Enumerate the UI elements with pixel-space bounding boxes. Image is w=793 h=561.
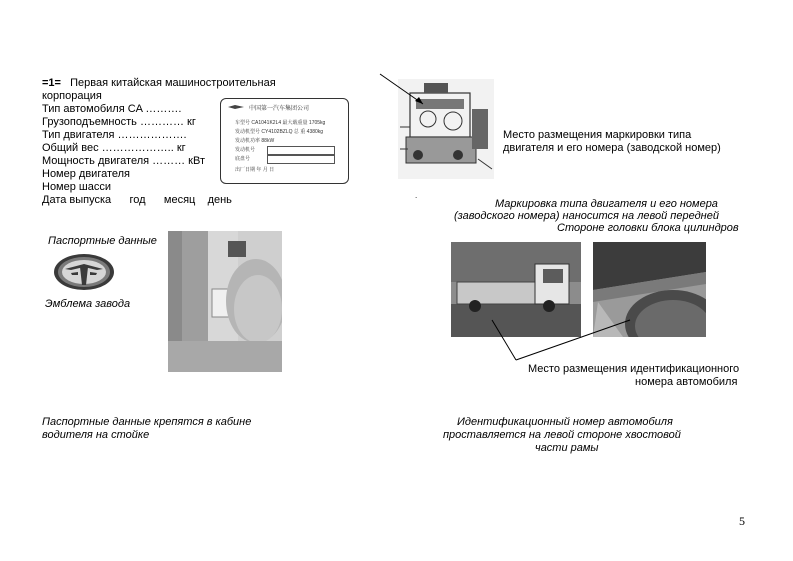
spec-row: Тип автомобиля CA ……….	[42, 103, 182, 115]
nameplate-line: 发动机号	[235, 147, 256, 153]
cabin-caption-line2: водителя на стойке	[42, 429, 150, 441]
faw-logo-icon	[227, 103, 245, 112]
spec-heading-cont: корпорация	[42, 90, 102, 102]
spec-list	[42, 103, 232, 207]
emblem-caption: Эмблема завода	[45, 298, 131, 310]
vin-caption-line2: проставляется на левой стороне хвостовой	[443, 429, 681, 441]
spec-row: Номер двигателя	[42, 168, 131, 180]
engine-location-caption-line2: двигателя и его номера (заводской номер)	[503, 142, 721, 154]
nameplate	[220, 98, 349, 184]
nameplate-field-box	[267, 155, 335, 164]
nameplate-header: 中国第一汽车集团公司	[249, 106, 310, 112]
engine-mark-pointer-arrow	[378, 72, 438, 112]
spec-row: Номер шасси	[42, 181, 112, 193]
spec-heading-prefix: =1=	[42, 77, 61, 89]
engine-mark-caption-line3: Стороне головки блока цилиндров	[557, 222, 739, 234]
vin-location-caption-line2: номера автомобиля	[635, 376, 738, 388]
passport-data-caption: Паспортные данные	[48, 235, 157, 247]
cabin-caption-line1: Паспортные данные крепятся в кабине	[42, 416, 252, 428]
nameplate-line: 车型号 CA1041K2L4 最大载重量 1705kg	[235, 120, 326, 126]
spec-row: Общий вес ……………….. кг	[42, 142, 186, 154]
engine-mark-caption-line1: Маркировка типа двигателя и его номера	[495, 198, 718, 210]
vin-pointer-lines	[490, 318, 640, 363]
vin-location-caption-line1: Место размещения идентификационного	[528, 363, 740, 375]
cabin-pillar-photo	[168, 231, 282, 372]
nameplate-line: 发动机型号 CY4102BZLQ 总 重 4380kg	[235, 129, 324, 135]
spec-row: Дата выпуска год месяц день	[42, 194, 232, 206]
factory-emblem	[51, 251, 117, 293]
engine-location-caption-line1: Место размещения маркировки типа	[503, 129, 692, 141]
vin-caption-line1: Идентификационный номер автомобиля	[457, 416, 673, 428]
spec-row: Тип двигателя ……………….	[42, 129, 187, 141]
spec-row: Грузоподъемность ………… кг	[42, 116, 196, 128]
page-number: 5	[739, 514, 745, 528]
engine-mark-caption-line2: (заводского номера) наносится на левой передней	[454, 210, 719, 222]
spec-heading	[42, 77, 276, 90]
nameplate-field-box	[267, 146, 335, 155]
nameplate-line: 出厂日期 年 月 日	[235, 167, 275, 173]
faw-emblem-icon	[51, 251, 117, 293]
spec-heading-text: Первая китайская машиностроительная	[70, 77, 276, 89]
nameplate-line: 底盘号	[235, 156, 251, 162]
vin-caption-line3: части рамы	[535, 442, 599, 454]
dot: .	[415, 191, 418, 200]
spec-row: Мощность двигателя ……… кВт	[42, 155, 206, 167]
nameplate-line: 发动机功率 88kW	[235, 138, 275, 144]
